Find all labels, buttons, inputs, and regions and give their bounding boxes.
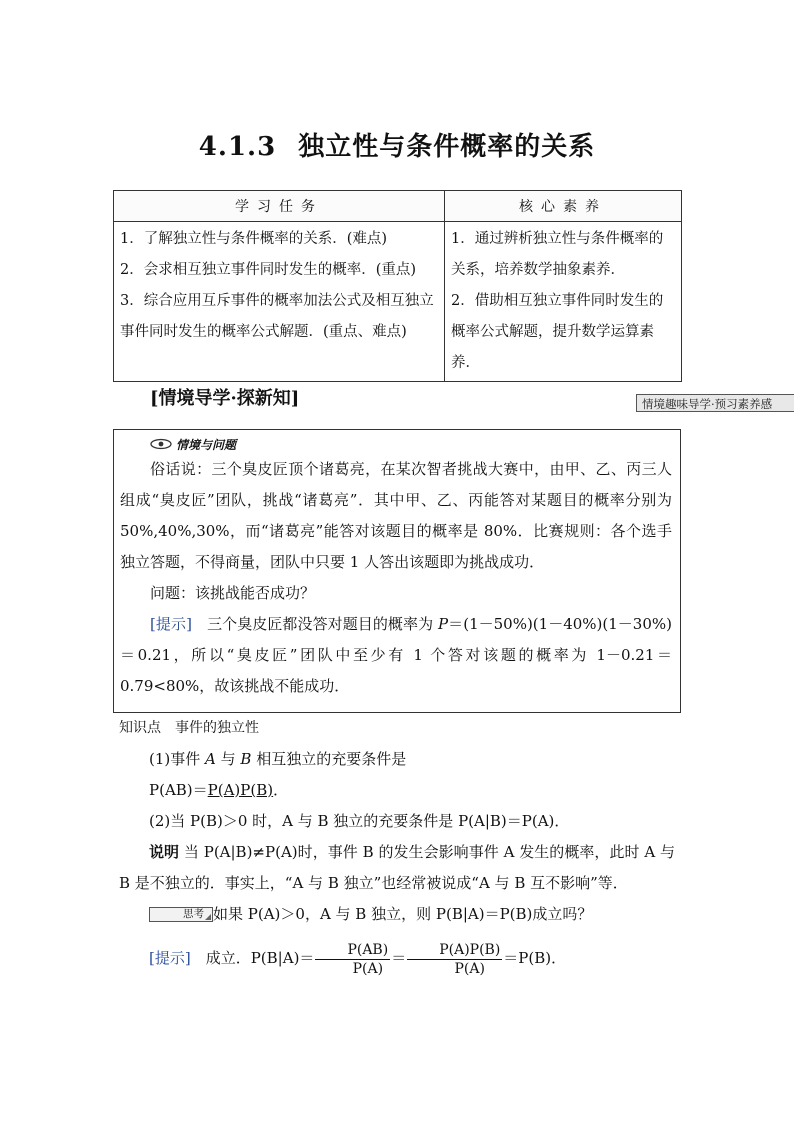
fraction-1-denominator: P(A) [352,960,384,977]
learning-tasks-cell [114,222,445,382]
literacy-item: 1．通过辨析独立性与条件概率的关系，培养数学抽象素养． [451,231,664,278]
item-1-text: 相互独立的充要条件是 [251,750,407,768]
core-literacy-cell [445,222,682,382]
task-item: 2．会求相互独立事件同时发生的概率．(重点) [120,262,417,278]
hint-tag: [提示] [150,615,192,633]
task-item: 3．综合应用互斥事件的概率加法公式及相互独立事件同时发生的概率公式解题．(重点、难点) [120,293,434,340]
equals-sign: ＝ [391,949,407,967]
scene-question: 问题：该挑战能否成功？ [150,584,316,602]
fraction-1-numerator: P(AB) [315,941,390,960]
title-text: 独立性与条件概率的关系 [298,132,596,162]
fraction-2 [407,941,502,978]
think-icon: 思考 [149,907,213,922]
note-text: 当 P(A|B)≠P(A)时，事件 B 的发生会影响事件 A 发生的概率，此时 A 与 B 是不独立的．事实上，“A 与 B 独立”也经常被说成“A 与 B 互不影响”等． [119,843,675,892]
knowledge-heading: 知识点 事件的独立性 [119,720,259,736]
item-1 [119,744,675,775]
think-text: 如果 P(A)＞0，A 与 B 独立，则 P(B|A)＝P(B)成立吗？ [213,905,593,923]
item-2: (2)当 P(B)＞0 时，A 与 B 独立的充要条件是 P(A|B)＝P(A)． [149,812,570,830]
hint-text-b: ＝(1－50%)(1－40%)(1－30%)＝0.21，所以“臭皮匠”团队中至少有 1 个答对该题的概率为 1－0.21＝0.79<80%，故该挑战不能成功． [120,615,672,695]
fraction-1 [315,941,390,978]
hint-tag: [提示] [149,949,191,967]
item-1-text: (1)事件 [149,750,206,768]
think-hint [119,936,675,980]
literacy-item: 2．借助相互独立事件同时发生的概率公式解题，提升数学运算素养． [451,293,664,371]
think-hint-a: 成立．P(B|A)＝ [190,949,315,967]
scene-icon [150,438,172,450]
header-learning-tasks: 学习任务 [114,191,445,222]
formula-left: P(AB)＝ [149,781,208,799]
learning-goals-table [113,190,682,382]
page-title [0,126,794,163]
knowledge-section [119,713,675,980]
scene-box [113,429,681,713]
item-1-formula [119,775,675,806]
think [119,899,675,930]
var-b: B [240,750,252,768]
hint-text-a: 三个臭皮匠都没答对题目的概率为 [207,615,438,633]
hint-var: P [437,615,449,633]
fraction-2-numerator: P(A)P(B) [407,941,502,960]
item-1-text: 与 [215,750,241,768]
header-core-literacy: 核心素养 [445,191,682,222]
task-item: 1．了解独立性与条件概率的关系．(难点) [120,231,388,247]
note-label: 说明 [149,843,180,861]
side-banner: 情境趣味导学·预习素养感 [636,394,794,412]
formula-blank: P(A)P(B) [207,781,274,799]
scene-hint [120,609,672,702]
scene-label-text: 情境与问题 [176,437,237,452]
think-hint-b: ＝P(B)． [503,949,567,967]
formula-end: ． [273,781,289,799]
note [119,837,675,899]
scene-label [150,434,672,454]
section-heading: [情境导学·探新知] [150,388,300,409]
section-number: 4.1.3 [198,132,277,162]
fraction-2-denominator: P(A) [454,960,485,977]
var-a: A [205,750,216,768]
scene-paragraph: 俗话说：三个臭皮匠顶个诸葛亮，在某次智者挑战大赛中，由甲、乙、丙三人组成“臭皮匠”团队，挑战“诸葛亮”．其中甲、乙、丙能答对某题目的概率分别为 50%,40%,30%，而“诸葛亮”能答对该题目的概率是 80%．比赛规则：各个选手独立答题，不得商量，团队中只要 1 人答出该题即为挑战成功． [120,460,672,571]
